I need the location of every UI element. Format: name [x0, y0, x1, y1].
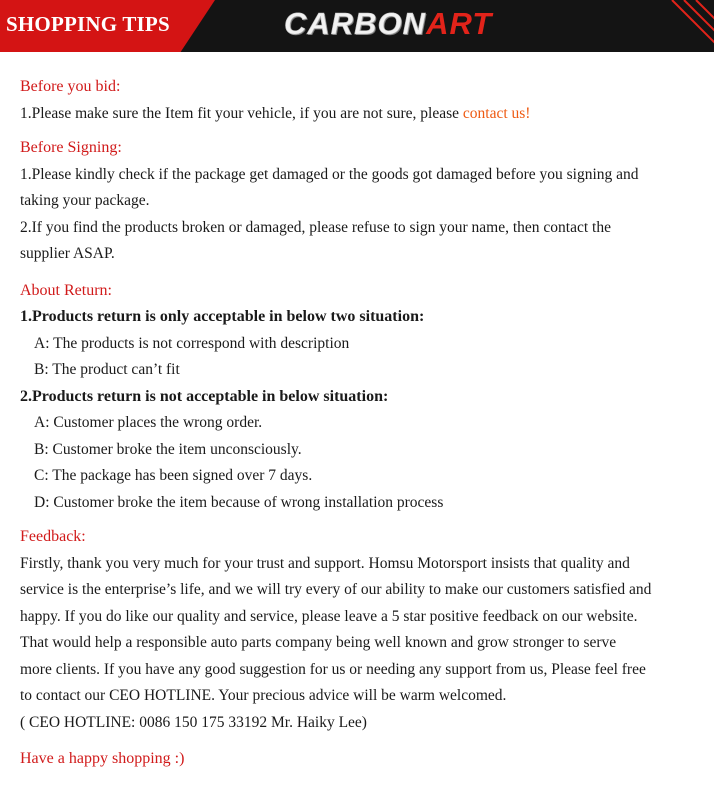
- shopping-tips-title: SHOPPING TIPS: [6, 12, 170, 36]
- banner-stripes-decoration: [654, 0, 714, 52]
- return-not-acceptable-item: A: Customer places the wrong order.: [34, 414, 263, 431]
- before-signing-line: 2.If you find the products broken or damaged, please refuse to sign your name, then contact the: [20, 218, 611, 236]
- before-bid-text: 1.Please make sure the Item fit your vehicle, if you are not sure, please: [20, 104, 463, 122]
- carbon-art-logo: [284, 6, 492, 42]
- before-signing-heading: Before Signing:: [20, 139, 122, 156]
- before-bid-line: [20, 101, 700, 128]
- feedback-line: Firstly, thank you very much for your trust and support. Homsu Motorsport insists that quality and: [20, 554, 630, 572]
- feedback-line: service is the enterprise’s life, and we will try every of our ability to make our customers satisfied and: [20, 581, 652, 598]
- logo-carbon-word: CARBON: [284, 6, 427, 41]
- before-signing-line: supplier ASAP.: [20, 245, 115, 262]
- return-not-acceptable-item: C: The package has been signed over 7 days.: [34, 467, 313, 484]
- about-return-heading: About Return:: [20, 281, 112, 299]
- ceo-hotline: ( CEO HOTLINE: 0086 150 175 33192 Mr. Haiky Lee): [20, 713, 367, 731]
- before-signing-line: 1.Please kindly check if the package get damaged or the goods got damaged before you signing and: [20, 165, 639, 183]
- return-acceptable-title: 1.Products return is only acceptable in below two situation:: [20, 308, 425, 325]
- return-not-acceptable-item: B: Customer broke the item unconsciously.: [34, 440, 302, 458]
- return-acceptable-item: B: The product can’t fit: [34, 361, 180, 378]
- tips-content: [20, 74, 700, 773]
- return-not-acceptable-item: D: Customer broke the item because of wrong installation process: [34, 493, 444, 511]
- closing-message: Have a happy shopping :): [20, 750, 185, 767]
- feedback-line: happy. If you do like our quality and service, please leave a 5 star positive feedback on our website.: [20, 607, 638, 625]
- return-not-acceptable-title: 2.Products return is not acceptable in below situation:: [20, 387, 389, 405]
- logo-art-word: ART: [426, 6, 493, 41]
- before-signing-line: taking your package.: [20, 192, 150, 209]
- feedback-line: That would help a responsible auto parts company being well known and grow stronger to serve: [20, 634, 617, 651]
- before-bid-heading: Before you bid:: [20, 78, 121, 95]
- feedback-line: to contact our CEO HOTLINE. Your precious advice will be warm welcomed.: [20, 687, 507, 704]
- contact-us-link[interactable]: contact us!: [462, 104, 531, 122]
- shopping-tips-banner: [0, 0, 714, 52]
- feedback-line: more clients. If you have any good suggestion for us or needing any support from us, Please feel free: [20, 660, 646, 678]
- feedback-heading: Feedback:: [20, 528, 86, 545]
- return-acceptable-item: A: The products is not correspond with description: [34, 334, 350, 352]
